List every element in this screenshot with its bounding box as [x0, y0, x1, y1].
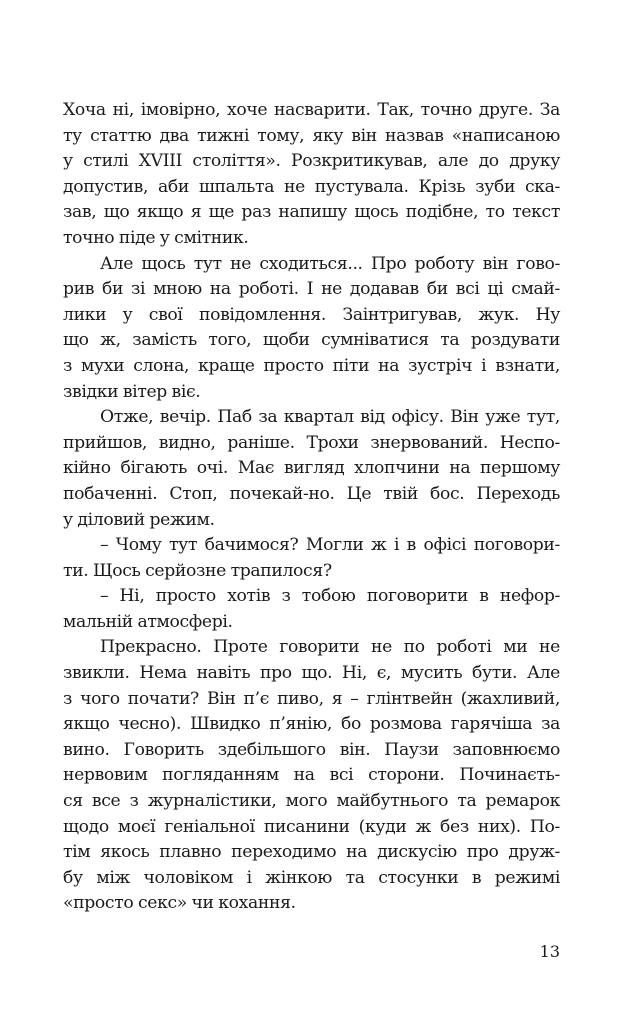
text-line: з чого почати? Він п’є пиво, я – глінтвейн (жахливий, [63, 688, 560, 709]
text-line: побаченні. Стоп, почекай-но. Це твій бос. Переходь [63, 483, 560, 504]
text-line: нервовим погляданням на всі сторони. Починаєть- [63, 765, 560, 786]
text-line: точно піде у смітник. [63, 227, 249, 248]
text-line: Але щось тут не сходиться... Про роботу він гово- [100, 253, 560, 274]
paragraph-6 [63, 635, 560, 917]
text-line: кійно бігають очі. Має вигляд хлопчини на першому [63, 458, 560, 479]
text-line: «просто секс» чи кохання. [63, 893, 296, 914]
text-line: вино. Говорить здебільшого він. Паузи заповнюємо [63, 739, 560, 760]
text-line: тім якось плавно переходимо на дискусію про друж- [63, 842, 560, 863]
body-text [63, 98, 560, 917]
text-line: що ж, замість того, щоби сумніватися та роздувати [63, 330, 560, 351]
text-line: бу між чоловіком і жінкою та стосунки в режимі [63, 867, 560, 888]
text-line: Отже, вечір. Паб за квартал від офісу. Він уже тут, [100, 407, 560, 428]
text-line: прийшов, видно, раніше. Трохи знервований. Неспо- [63, 432, 560, 453]
text-line: щодо моєї геніальної писанини (куди ж без них). По- [63, 816, 560, 837]
text-line: рив би зі мною на роботі. І не додавав би всі ці смай- [63, 279, 560, 300]
text-line: у стилі XVIII століття». Розкритикував, але до друку [63, 151, 560, 172]
text-line: ту статтю два тижні тому, яку він назвав «написаною [63, 125, 560, 146]
text-line: з мухи слона, краще просто піти на зустріч і взнати, [63, 355, 560, 376]
dialogue-line-1 [63, 533, 560, 584]
text-line: у діловий режим. [63, 509, 215, 530]
text-line: – Ні, просто хотів з тобою поговорити в нефор- [100, 586, 560, 607]
page-number: 13 [539, 942, 560, 961]
paragraph-2 [63, 252, 560, 406]
text-line: Хоча ні, імовірно, хоче насварити. Так, точно друге. За [63, 100, 560, 120]
text-line: звикли. Нема навіть про що. Ні, є, мусить бути. Але [63, 663, 560, 684]
text-line: ти. Щось серйозне трапилося? [63, 560, 332, 581]
dialogue-line-2 [63, 584, 560, 635]
text-line: Прекрасно. Проте говорити не по роботі ми не [100, 637, 560, 658]
text-line: лики у свої повідомлення. Заінтригував, жук. Ну [63, 304, 560, 325]
paragraph-3 [63, 405, 560, 533]
text-line: звідки вітер віє. [63, 381, 201, 402]
text-line: зав, що якщо я ще раз напишу щось подібне, то текст [63, 202, 560, 223]
paragraph-1 [63, 98, 560, 252]
text-line: мальній атмосфері. [63, 611, 233, 632]
text-line: ся все з журналістики, мого майбутнього та ремарок [63, 791, 560, 812]
text-line: – Чому тут бачимося? Могли ж і в офісі поговори- [100, 535, 560, 556]
text-line: якщо чесно). Швидко п’янію, бо розмова гарячіша за [63, 714, 560, 735]
text-line: допустив, аби шпальта не пустувала. Крізь зуби ска- [63, 176, 560, 197]
